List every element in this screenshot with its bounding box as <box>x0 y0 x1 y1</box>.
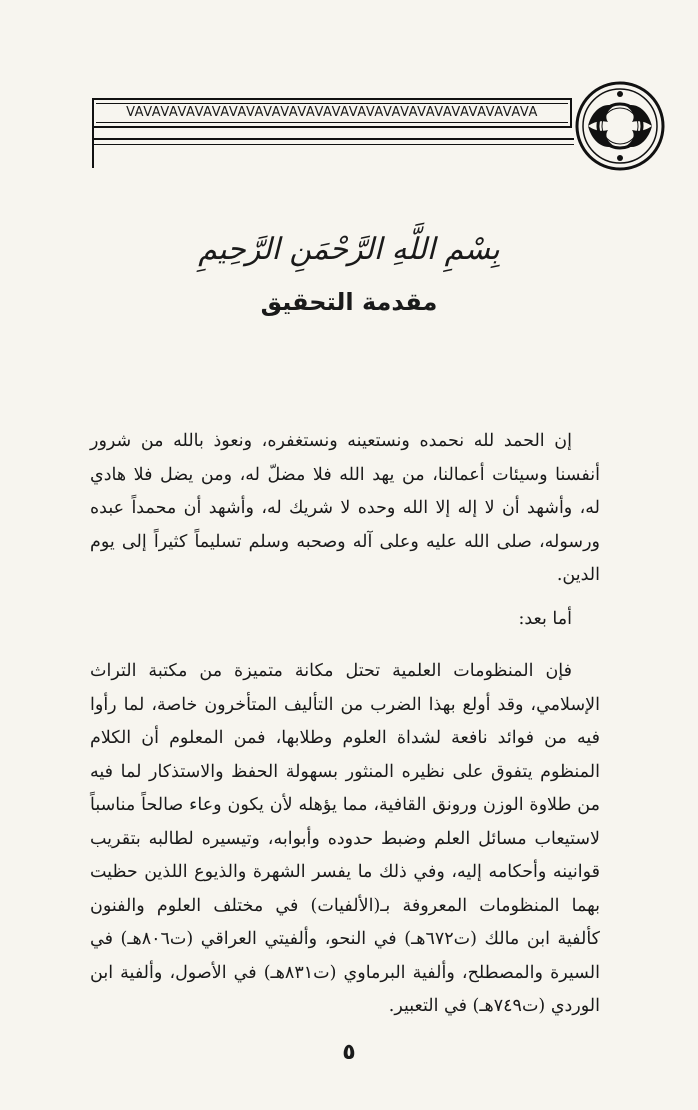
paragraph-text: إن الحمد لله نحمده ونستعينه ونستغفره، ونعوذ بالله من شرور أنفسنا وسيئات أعمالنا، من يهد الله فلا مضلّ له، ومن يضل فلا هادي له، وأشهد أن لا إله إلا الله وحده لا شريك له، وأشهد أن محمداً عبده ورسوله، صلى الله عليه وعلى آله وصحبه وسلم تسليماً كثيراً إلى يوم الدين. <box>90 431 600 585</box>
paragraph-text: فإن المنظومات العلمية تحتل مكانة متميزة من مكتبة التراث الإسلامي، وقد أولع بهذا الضرب من التأليف المتأخرون خاصة، لما رأوا فيه من فوائد نافعة لشداة العلوم وطلابها، فمن المعلوم أن الكلام المنظوم يتفوق على نظيره المنثور بسهولة الحفظ والاستذكار لما فيه من طلاوة الوزن ورونق القافية، مما يؤهله لأن يكون وعاء صالحاً مناسباً لاستيعاب مسائل العلم وضبط حدوده وأبوابه، وتيسيره لطالبه بتقريب قوانينه وأحكامه إليه، وفي ذلك ما يفسر الشهرة والذيوع اللذين حظيت بهما المنظومات المعروفة بـ(الألفيات) في مختلف العلوم والفنون كألفية ابن مالك (ت٦٧٢هـ) في النحو، وألفيتي العراقي (ت٨٠٦هـ) في السيرة والمصطلح، وألفية البرماوي (ت٨٣١هـ) في الأصول، وألفية ابن الوردي (ت٧٤٩هـ) في التعبير. <box>90 661 601 1016</box>
page-title: مقدمة التحقيق <box>260 288 438 316</box>
paragraph-opening <box>90 425 600 593</box>
header-ornament-band <box>92 98 572 128</box>
ornament-lower-line-2 <box>92 144 574 145</box>
ornament-pattern: VAVAVAVAVAVAVAVAVAVAVAVAVAVAVAVAVAVAVAVAVAVAVAVA <box>96 103 568 123</box>
paragraph-text: أما بعد: <box>518 609 572 629</box>
ornament-lower-line <box>92 138 574 140</box>
medallion-ornament-icon <box>574 80 666 172</box>
paragraph-amma-baad <box>90 603 600 637</box>
ornament-left-vertical-line <box>92 128 94 168</box>
paragraph-main <box>90 655 600 1024</box>
page-number: ٥ <box>342 1040 356 1065</box>
basmala-heading: بِسْمِ اللَّهِ الرَّحْمَنِ الرَّحِيمِ <box>198 232 500 267</box>
